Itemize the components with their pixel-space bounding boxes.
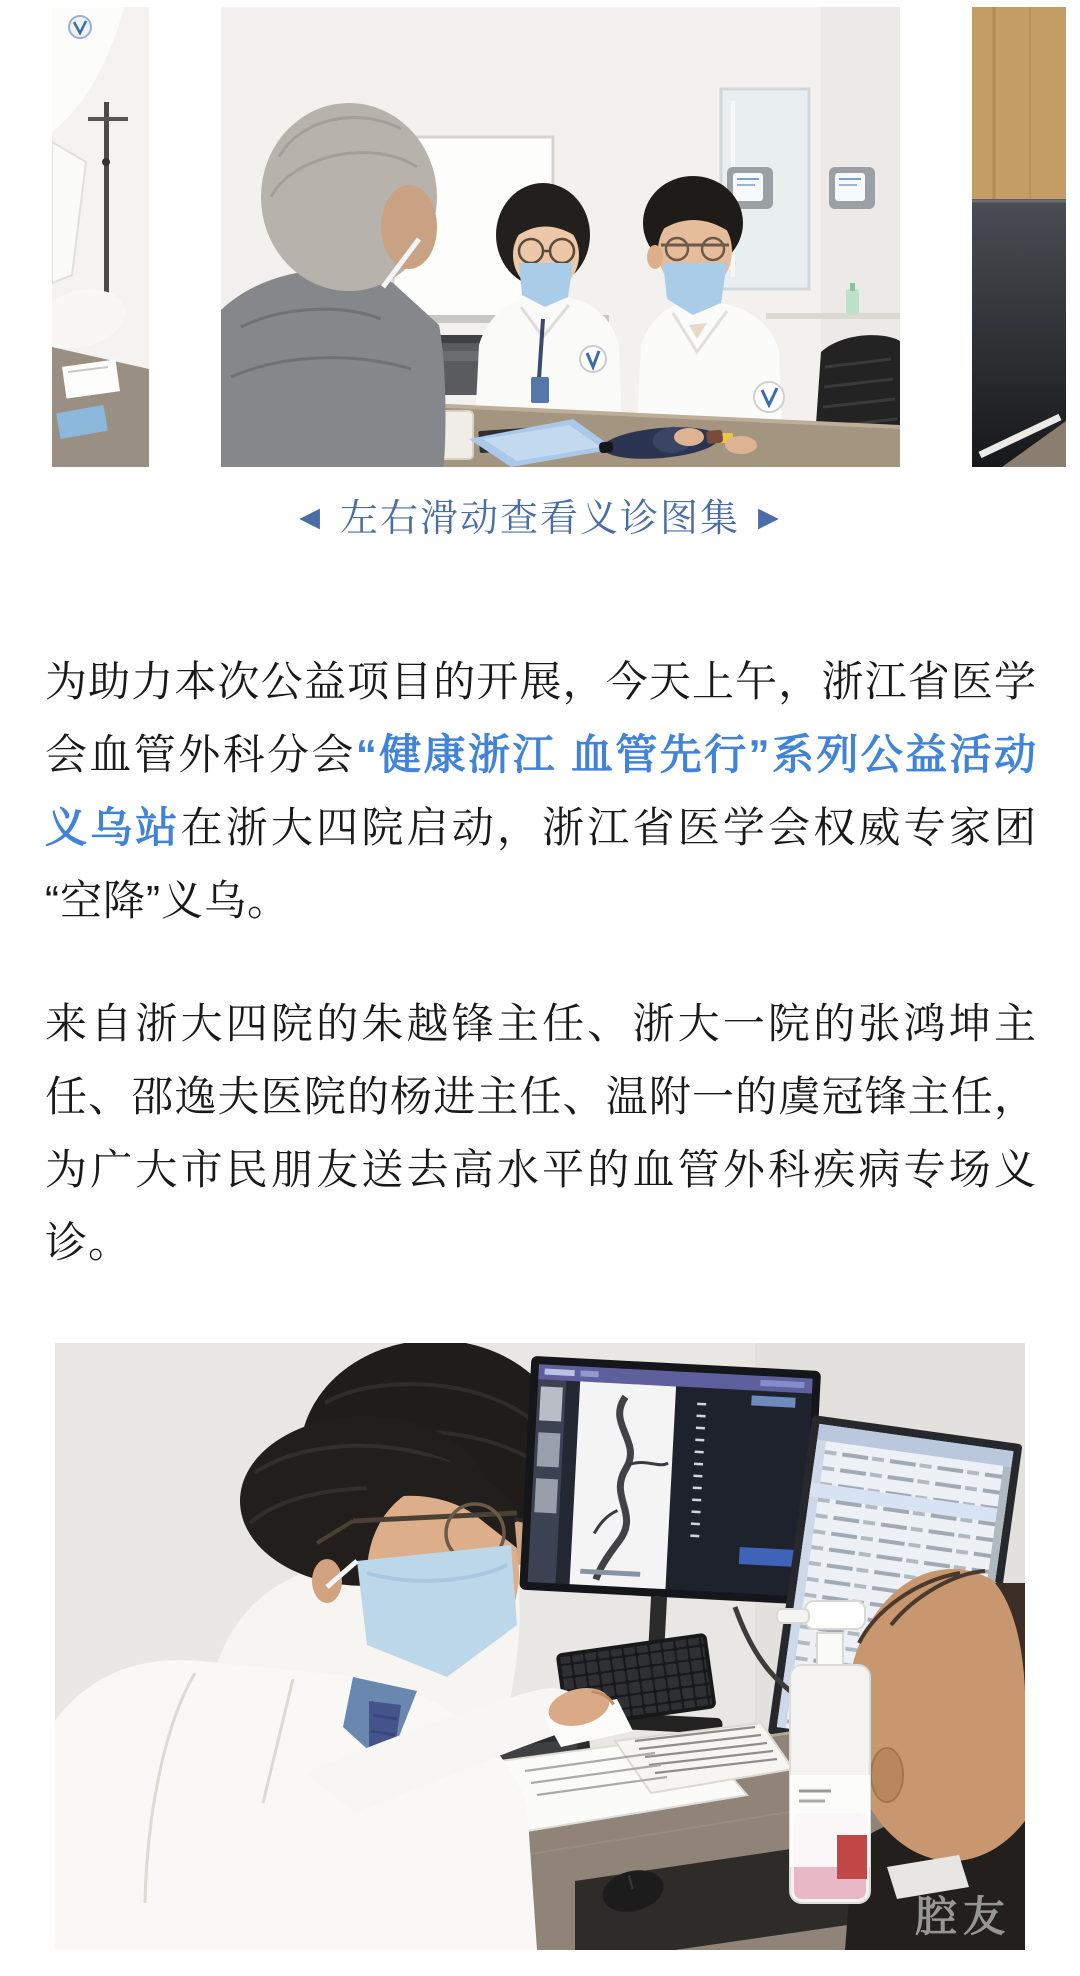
body-text: 为助力本次公益项目的开展，今天上午，浙江省医学会血管外科分会 (45, 658, 1037, 778)
highlighted-campaign-text: “健康浙江 血管先行”系列公益活动义乌站 (45, 731, 1037, 851)
swipe-right-icon: ▶ (758, 502, 781, 532)
paragraph-1 (45, 645, 1037, 937)
article-photo[interactable] (55, 1343, 1025, 1950)
carousel-photo-current[interactable] (221, 7, 900, 467)
photo-watermark: 腔友 (914, 1893, 1011, 1940)
carousel-caption-text: 左右滑动查看义诊图集 (339, 498, 740, 540)
paragraph-2 (45, 987, 1037, 1279)
clinic-photo-next-illustration (972, 7, 1066, 467)
photo-carousel[interactable] (0, 0, 1080, 470)
consultation-photo-illustration (55, 1343, 1025, 1950)
swipe-left-icon: ◀ (299, 502, 322, 532)
carousel-caption (0, 495, 1080, 546)
body-text: 在浙大四院启动，浙江省医学会权威专家团“空降”义乌。 (45, 804, 1037, 924)
clinic-photo-current-illustration (221, 7, 900, 467)
body-text: 来自浙大四院的朱越锋主任、浙大一院的张鸿坤主任、邵逸夫医院的杨进主任、温附一的虞冠锋主任，为广大市民朋友送去高水平的血管外科疾病专场义诊。 (45, 1000, 1037, 1266)
clinic-photo-prev-illustration (52, 7, 149, 467)
carousel-photo-prev[interactable] (52, 7, 149, 467)
carousel-photo-next[interactable] (972, 7, 1066, 467)
